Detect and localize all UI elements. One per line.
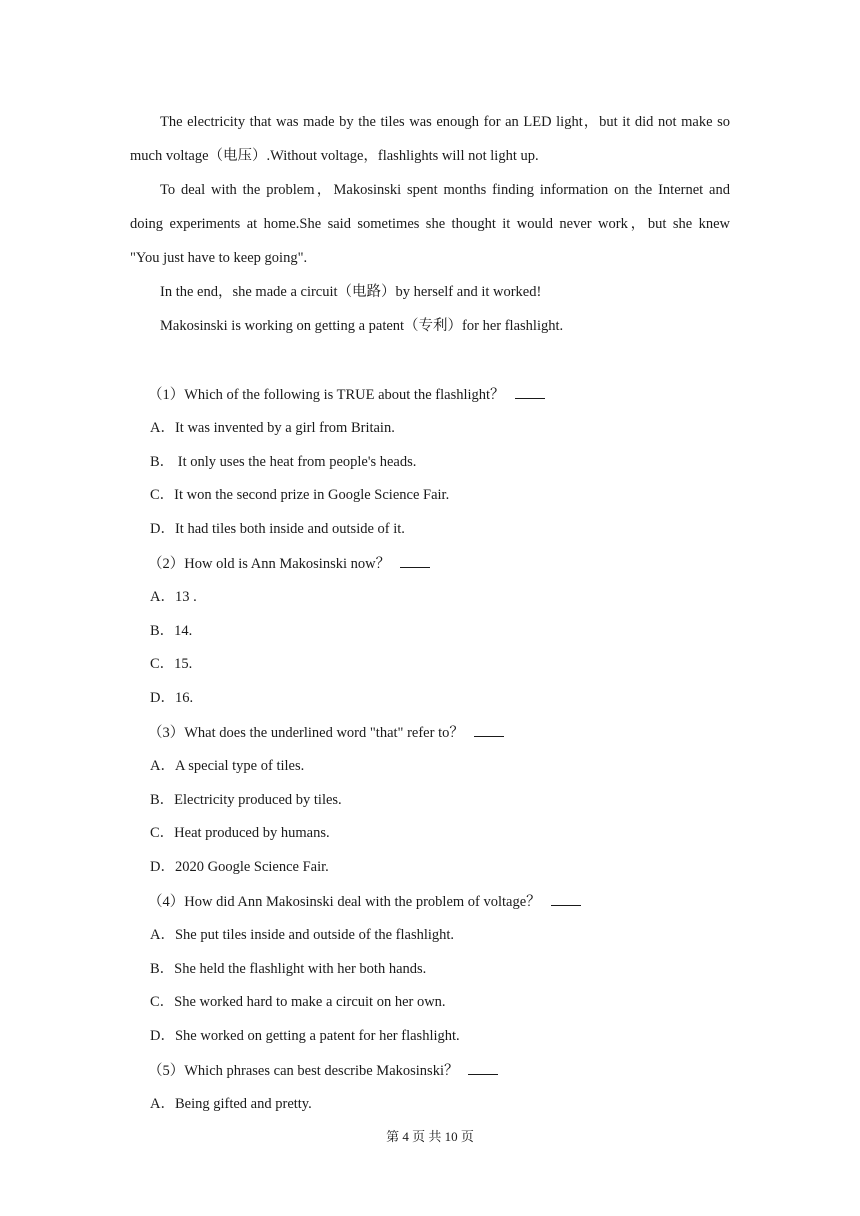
question-4-option-c: C．She worked hard to make a circuit on her own. <box>150 994 446 1010</box>
question-1-option-c: C．It won the second prize in Google Science Fair. <box>150 487 450 503</box>
question-2-stem <box>148 553 430 574</box>
question-3-option-d: D．2020 Google Science Fair. <box>150 859 329 875</box>
passage-paragraph-4: Makosinski is working on getting a patent（专利）for her flashlight. <box>160 318 564 334</box>
answer-blank <box>400 553 430 568</box>
question-text: （3）What does the underlined word "that" refer to？ <box>148 725 464 741</box>
question-3-option-c: C．Heat produced by humans. <box>150 825 330 841</box>
question-1-stem <box>148 384 545 405</box>
passage-text: doing experiments at home.She said sometimes she thought it would never work，but she knew <box>130 216 730 232</box>
question-4-stem <box>148 891 581 912</box>
answer-blank <box>474 722 504 737</box>
page-footer: 第 4 页 共 10 页 <box>386 1129 474 1144</box>
passage-text: The electricity that was made by the tiles was enough for an LED light，but it did not make so <box>160 114 730 130</box>
question-5-stem <box>148 1060 498 1081</box>
question-1-option-d: D．It had tiles both inside and outside of it. <box>150 521 405 537</box>
passage-text: much voltage（电压）.Without voltage，flashlights will not light up. <box>130 148 539 164</box>
passage-text: To deal with the problem，Makosinski spent months finding information on the Internet and <box>160 182 730 198</box>
question-4-option-a: A．She put tiles inside and outside of the flashlight. <box>150 927 455 943</box>
passage-paragraph-2 <box>130 180 730 282</box>
question-text: （1）Which of the following is TRUE about the flashlight？ <box>148 387 505 403</box>
question-3-stem <box>148 722 504 743</box>
question-2-option-d: D．16. <box>150 690 194 706</box>
question-1-option-a: A．It was invented by a girl from Britain. <box>150 420 395 436</box>
question-2-option-c: C．15. <box>150 656 193 672</box>
question-text: （4）How did Ann Makosinski deal with the problem of voltage？ <box>148 894 541 910</box>
question-3-option-a: A．A special type of tiles. <box>150 758 305 774</box>
answer-blank <box>468 1060 498 1075</box>
question-4-option-d: D．She worked on getting a patent for her flashlight. <box>150 1028 460 1044</box>
answer-blank <box>551 891 581 906</box>
passage-paragraph-1 <box>130 112 730 180</box>
passage-paragraph-3: In the end，she made a circuit（电路）by herself and it worked! <box>160 284 542 300</box>
question-3-option-b: B．Electricity produced by tiles. <box>150 792 342 808</box>
question-text: （5）Which phrases can best describe Makosinski？ <box>148 1063 459 1079</box>
question-1-option-b: B． It only uses the heat from people's heads. <box>150 454 417 470</box>
answer-blank <box>515 384 545 399</box>
question-2-option-b: B．14. <box>150 623 193 639</box>
passage-text: "You just have to keep going". <box>130 250 308 266</box>
question-4-option-b: B．She held the flashlight with her both hands. <box>150 961 427 977</box>
question-5-option-a: A．Being gifted and pretty. <box>150 1096 312 1112</box>
question-text: （2）How old is Ann Makosinski now？ <box>148 556 391 572</box>
question-2-option-a: A．13 . <box>150 589 197 605</box>
